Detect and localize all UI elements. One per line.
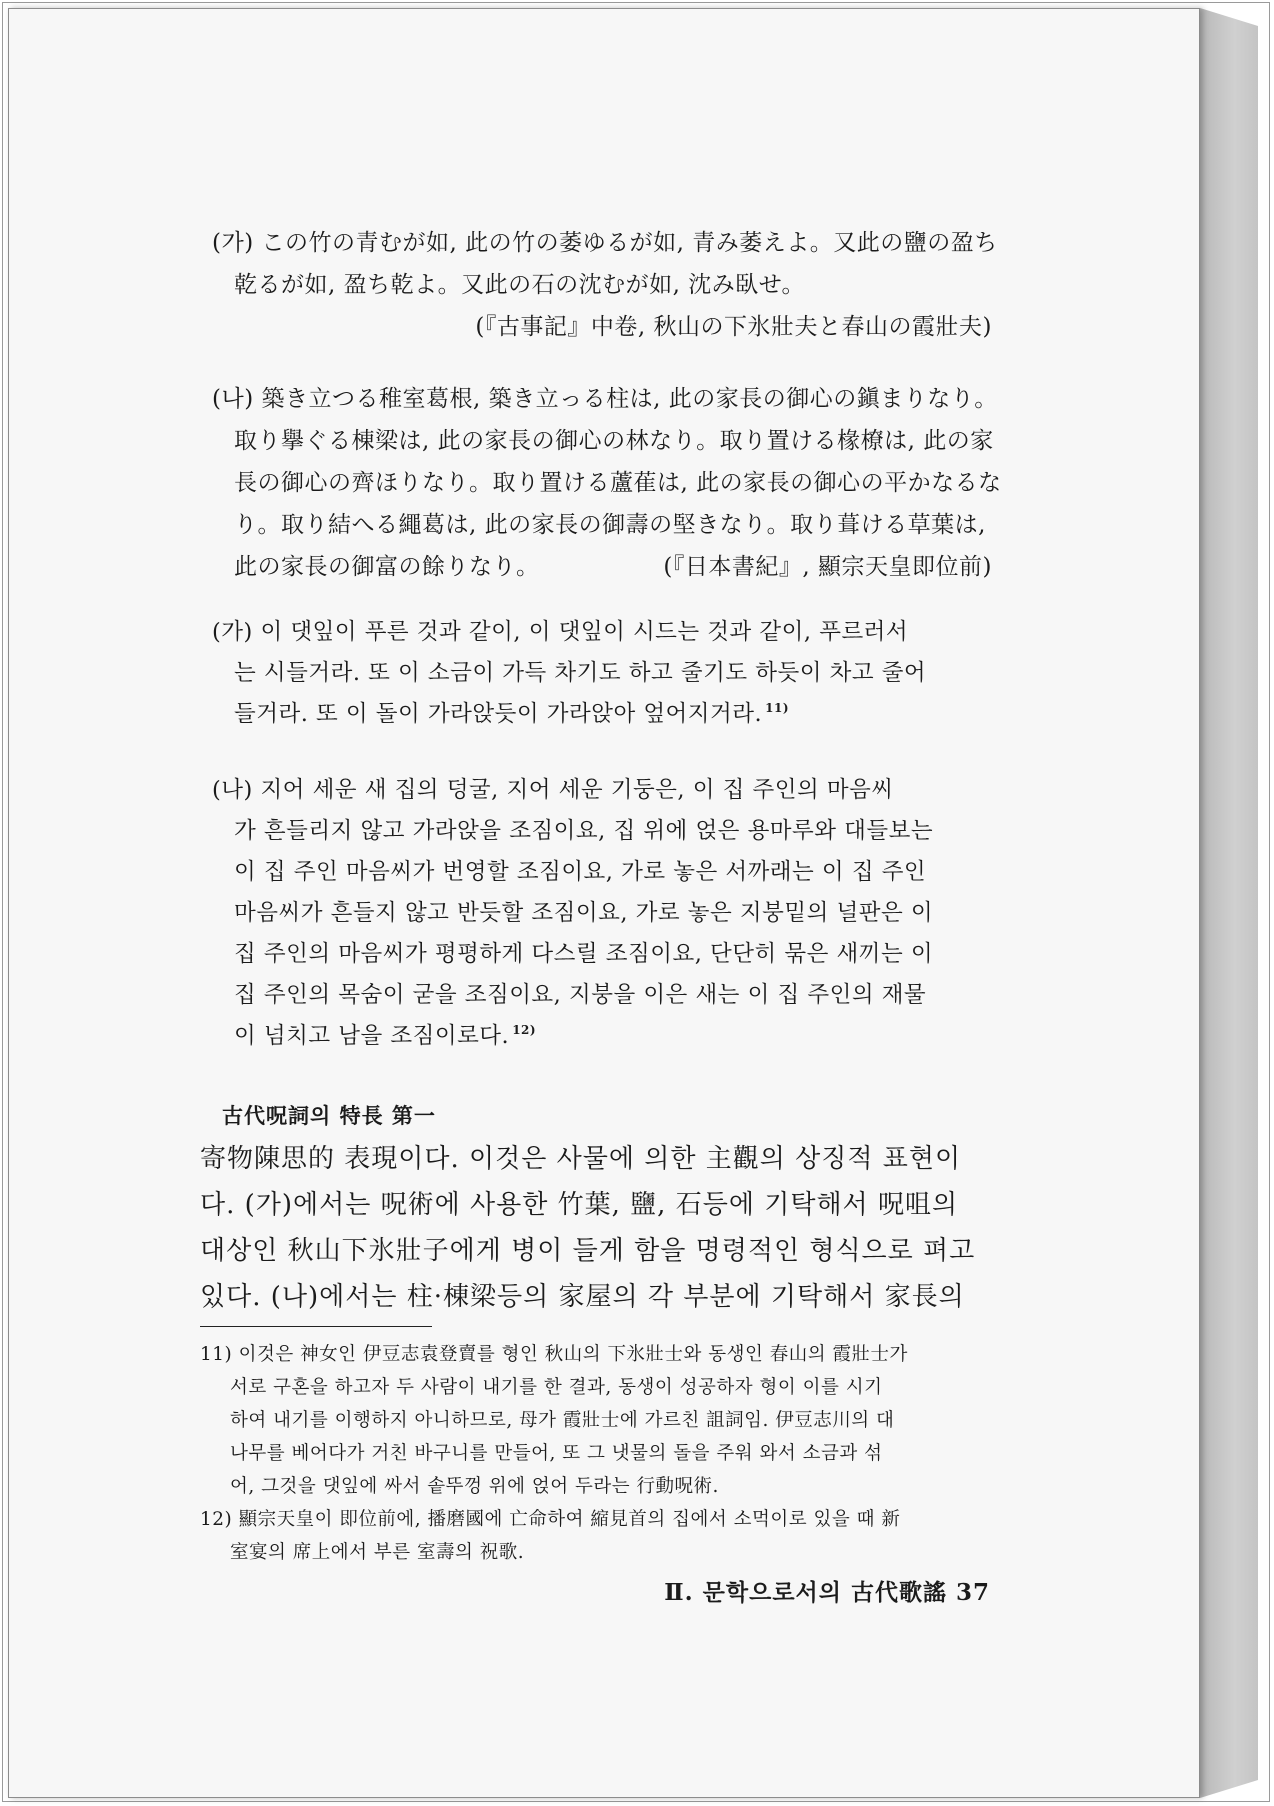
footnote-11-line: 나무를 베어다가 거친 바구니를 만들어, 또 그 냇물의 돌을 주워 와서 소금과 섞 <box>230 1443 883 1464</box>
footnote-12-line: 室宴의 席上에서 부른 室壽의 祝歌. <box>230 1542 525 1563</box>
text-line: (가) この竹の青むが如, 此の竹の萎ゆるが如, 青み萎えよ。又此の鹽の盈ち <box>212 230 998 256</box>
last-line-text: 此の家長の御富の餘りなり。 <box>234 554 540 580</box>
japanese-passage-ka <box>212 222 1012 348</box>
korean-passage-na <box>212 770 1012 1057</box>
footnote-ref[interactable]: 12) <box>512 1023 537 1037</box>
footnotes <box>200 1338 1030 1569</box>
footnote-11-line: 어, 그것을 댓잎에 싸서 솥뚜껑 위에 얹어 두라는 行動呪術. <box>230 1476 719 1497</box>
footnote-11-line: 11) 이것은 神女인 伊豆志袁登賣를 형인 秋山의 下氷壯士와 동생인 春山의 霞壯士가 <box>200 1344 908 1365</box>
korean-passage-ka <box>212 612 1012 735</box>
body-line: 寄物陳思的 表現이다. 이것은 사물에 의한 主觀의 상징적 표현이 <box>200 1144 962 1174</box>
text-line: 는 시들거라. 또 이 소금이 가득 차기도 하고 줄기도 하듯이 차고 줄어 <box>234 660 927 686</box>
body-line: 다. (가)에서는 呪術에 사용한 竹葉, 鹽, 石등에 기탁해서 呪咀의 <box>200 1190 959 1220</box>
text-line: 乾るが如, 盈ち乾よ。又此の石の沈むが如, 沈み臥せ。 <box>234 272 806 298</box>
citation: (『日本書紀』, 顯宗天皇即位前) <box>663 554 992 580</box>
line-text: 들거라. 또 이 돌이 가라앉듯이 가라앉아 엎어지거라. <box>234 701 763 727</box>
footnote-11-line: 서로 구혼을 하고자 두 사람이 내기를 한 결과, 동생이 성공하자 형이 이를 시기 <box>230 1377 883 1398</box>
text-line: 집 주인의 목숨이 굳을 조짐이요, 지붕을 이은 새는 이 집 주인의 재물 <box>234 982 927 1008</box>
body-paragraph <box>200 1136 1000 1320</box>
text-line: 이 집 주인 마음씨가 번영할 조짐이요, 가로 놓은 서까래는 이 집 주인 <box>234 859 927 885</box>
body-line: 대상인 秋山下氷壯子에게 병이 들게 함을 명령적인 형식으로 펴고 <box>200 1236 976 1266</box>
text-line <box>212 546 1012 588</box>
text-line: り。取り結へる繩葛は, 此の家長の御壽の堅きなり。取り葺ける草葉は, <box>234 512 986 538</box>
text-line: 집 주인의 마음씨가 평평하게 다스릴 조짐이요, 단단히 묶은 새끼는 이 <box>234 941 934 967</box>
footnote-ref[interactable]: 11) <box>765 701 790 715</box>
japanese-passage-na <box>212 378 1012 588</box>
citation: (『古事記』中卷, 秋山の下氷壯夫と春山の霞壯夫) <box>475 314 992 340</box>
text-line: 長の御心の齊ほりなり。取り置ける蘆萑は, 此の家長の御心の平かなるな <box>234 470 1002 496</box>
text-line: (나) 築き立つる稚室葛根, 築き立っる柱は, 此の家長の御心の鎭まりなり。 <box>212 386 998 412</box>
text-line: (가) 이 댓잎이 푸른 것과 같이, 이 댓잎이 시드는 것과 같이, 푸르러서 <box>212 619 909 645</box>
text-line <box>212 1016 1012 1057</box>
text-line: 마음씨가 흔들지 않고 반듯할 조짐이요, 가로 놓은 지붕밑의 널판은 이 <box>234 900 934 926</box>
footnote-rule <box>200 1326 432 1327</box>
text-line: 가 흔들리지 않고 가라앉을 조짐이요, 집 위에 얹은 용마루와 대들보는 <box>234 818 934 844</box>
text-line: 取り擧ぐる棟梁は, 此の家長の御心の林なり。取り置ける椽橑は, 此の家 <box>234 428 994 454</box>
page-footer: Ⅱ. 문학으로서의 古代歌謠 37 <box>664 1579 990 1606</box>
footnote-11-line: 하여 내기를 이행하지 아니하므로, 母가 霞壯士에 가르친 詛詞임. 伊豆志川의 대 <box>230 1410 895 1431</box>
text-line <box>212 694 1012 735</box>
line-text: 이 넘치고 남을 조짐이로다. <box>234 1023 510 1049</box>
section-heading: 古代呪詞의 特長 第一 <box>222 1103 436 1128</box>
text-line: (나) 지어 세운 새 집의 덩굴, 지어 세운 기둥은, 이 집 주인의 마음씨 <box>212 777 894 803</box>
book-spine-edge <box>1200 8 1258 1798</box>
body-line: 있다. (나)에서는 柱·棟梁등의 家屋의 각 부분에 기탁해서 家長의 <box>200 1282 965 1312</box>
footnote-12-line: 12) 顯宗天皇이 即位前에, 播磨國에 亡命하여 縮見首의 집에서 소먹이로 있을 때 新 <box>200 1509 901 1530</box>
